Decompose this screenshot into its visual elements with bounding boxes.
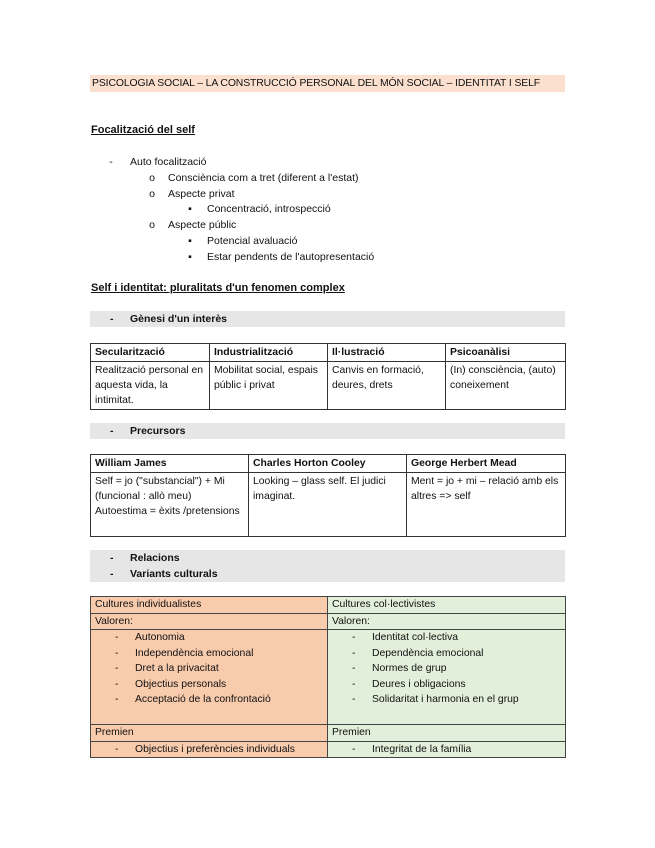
table-header-row xyxy=(91,344,566,362)
list-item: Aspecte privat xyxy=(168,188,235,200)
subheading-bar-genesi xyxy=(90,311,565,327)
list-item: Estar pendents de l'autopresentació xyxy=(207,251,375,263)
dash-marker: - xyxy=(110,568,114,580)
dash-marker: - xyxy=(110,552,114,564)
table-cell: Realització personal en aquesta vida, la intimitat. xyxy=(91,362,210,410)
table-cell: Looking – glass self. El judici imaginat. xyxy=(249,473,407,537)
bullet-marker: ▪ xyxy=(188,251,192,263)
collectivist-values xyxy=(328,630,566,725)
individualist-header: Cultures individualistes xyxy=(91,597,328,614)
valoren-label: Valoren: xyxy=(91,613,328,630)
list-item: Concentració, introspecció xyxy=(207,203,331,215)
table-header-cell: Charles Horton Cooley xyxy=(249,455,407,473)
table-row xyxy=(91,741,566,758)
individualist-premien xyxy=(91,741,328,758)
table-row xyxy=(91,630,566,725)
cultures-table xyxy=(90,596,566,758)
table-row xyxy=(91,362,566,410)
list-item: - Dependència emocional xyxy=(352,647,484,659)
table-header-cell: William James xyxy=(91,455,249,473)
heading-self-identitat: Self i identitat: pluralitats d'un fenomen complex xyxy=(91,282,345,294)
subheading-precursors: Precursors xyxy=(130,425,186,437)
subheading-variants-culturals: Variants culturals xyxy=(130,568,218,580)
bullet-marker: - xyxy=(109,156,113,168)
valoren-label: Valoren: xyxy=(328,613,566,630)
list-item: - Deures i obligacions xyxy=(352,678,466,690)
genesi-table xyxy=(90,343,566,410)
list-item: Potencial avaluació xyxy=(207,235,298,247)
collectivist-premien xyxy=(328,741,566,758)
bullet-marker: ▪ xyxy=(188,235,192,247)
list-item: - Objectius personals xyxy=(115,678,227,690)
dash-marker: - xyxy=(110,425,114,437)
table-header-cell: Il·lustració xyxy=(328,344,446,362)
table-header-row xyxy=(91,455,566,473)
bullet-marker: o xyxy=(149,172,155,184)
table-header-cell: Psicoanàlisi xyxy=(446,344,566,362)
table-cell: Ment = jo + mi – relació amb els altres => self xyxy=(407,473,566,537)
table-header-row xyxy=(91,597,566,614)
subheading-genesi: Gènesi d'un interès xyxy=(130,313,228,325)
list-item: - Acceptació de la confrontació xyxy=(115,694,271,705)
dash-marker: - xyxy=(110,313,114,325)
list-item: - Solidaritat i harmonia en el grup xyxy=(352,694,519,705)
subheading-relacions: Relacions xyxy=(130,552,180,564)
list-item: - Objectius i preferències individuals xyxy=(115,743,295,755)
subheading-bar-relacions xyxy=(90,550,565,582)
table-cell: Canvis en formació, deures, drets xyxy=(328,362,446,410)
table-cell: (In) consciència, (auto) coneixement xyxy=(446,362,566,410)
table-cell: Mobilitat social, espais públic i privat xyxy=(210,362,328,410)
table-row xyxy=(91,613,566,630)
list-item: Auto focalització xyxy=(130,156,207,168)
precursors-table xyxy=(90,454,566,537)
collectivist-header: Cultures col·lectivistes xyxy=(328,597,566,614)
list-item: Aspecte públic xyxy=(168,219,237,231)
subheading-bar-precursors xyxy=(90,423,565,439)
list-item: - Integritat de la família xyxy=(352,743,472,755)
document-title: PSICOLOGIA SOCIAL – LA CONSTRUCCIÓ PERSONAL DEL MÓN SOCIAL – IDENTITAT I SELF xyxy=(90,75,565,92)
heading-focalitzacio: Focalització del self xyxy=(91,124,195,136)
list-item: Consciència com a tret (diferent a l'estat) xyxy=(168,172,359,184)
list-item: - Independència emocional xyxy=(115,647,254,659)
premien-label: Premien xyxy=(328,725,566,742)
table-header-cell: Industrialització xyxy=(210,344,328,362)
table-row xyxy=(91,473,566,537)
bullet-marker: o xyxy=(149,188,155,200)
table-header-cell: Secularització xyxy=(91,344,210,362)
table-header-cell: George Herbert Mead xyxy=(407,455,566,473)
list-item: - Identitat col·lectiva xyxy=(352,632,459,643)
table-cell: Self = jo ("substancial") + Mi (funcional : allò meu) Autoestima = èxits /pretensions xyxy=(91,473,249,537)
table-row xyxy=(91,725,566,742)
bullet-marker: ▪ xyxy=(188,203,192,215)
list-item: - Autonomia xyxy=(115,632,185,643)
bullet-marker: o xyxy=(149,219,155,231)
individualist-values xyxy=(91,630,328,725)
list-item: - Dret a la privacitat xyxy=(115,663,219,674)
premien-label: Premien xyxy=(91,725,328,742)
list-item: - Normes de grup xyxy=(352,663,447,674)
